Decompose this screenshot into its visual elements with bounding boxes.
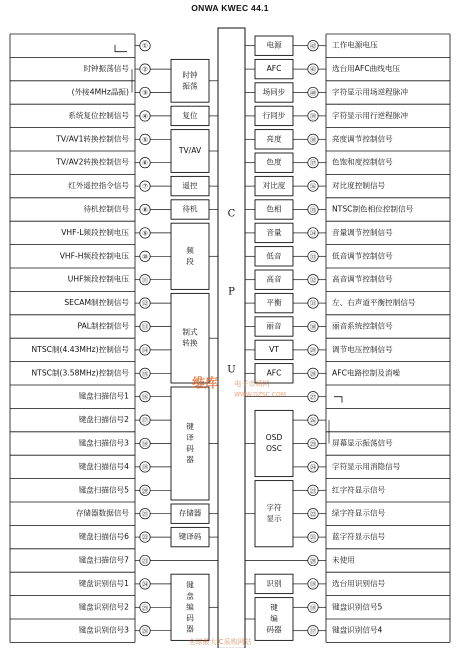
left-pin-number: ③ xyxy=(142,89,148,97)
left-pin-number: ⑪ xyxy=(141,276,149,285)
remote-block-label: 遥控 xyxy=(182,181,198,191)
key-encoder-block-label: 器 xyxy=(186,624,194,634)
left-pin-label: 键盘扫描信号3 xyxy=(78,438,129,448)
cpu-letter: U xyxy=(227,364,236,376)
right-pin-number: ㉕ xyxy=(309,440,317,448)
key-decoder-block-label: 译 xyxy=(186,433,194,442)
left-pin-label: 键盘识别信号2 xyxy=(78,602,129,612)
key-decoder-block-label: 码 xyxy=(186,444,194,453)
cpu-body xyxy=(218,28,245,648)
left-pin-label: TV/AV1转换控制信号 xyxy=(56,134,129,144)
left-pin-number: ⑫ xyxy=(141,299,149,308)
left-pin-number: ㉔ xyxy=(141,580,149,589)
right-pin-number: ㊲ xyxy=(309,159,317,168)
left-pin-label: SECAM制控制信号 xyxy=(64,298,129,308)
right-pin-label: 键盘识别信号5 xyxy=(332,602,383,612)
watermark-brand: 维库 xyxy=(191,376,219,392)
identify-block-label: 识别 xyxy=(266,578,282,588)
left-pin-label: PAL制控制信号 xyxy=(77,321,129,331)
right-pin-label: 字符显示用消隐信号 xyxy=(332,461,401,471)
left-pin-number: ② xyxy=(142,65,148,74)
hsync-block-label: 行同步 xyxy=(262,110,286,120)
left-pin-number: ⑰ xyxy=(141,416,149,425)
right-pin-label: 左、右声道平衡控制信号 xyxy=(332,298,416,308)
left-pin-number: ⑧ xyxy=(142,206,148,214)
key-encoder-block-label: 码 xyxy=(186,613,194,623)
left-pin-number: ⑲ xyxy=(141,463,149,472)
right-pin-number: ㉝ xyxy=(309,252,317,261)
right-pin-label: 选台用识别信号 xyxy=(332,578,386,588)
left-pin-label: 系统复位控制信号 xyxy=(68,110,129,120)
right-pin-number: ㊷ xyxy=(309,42,317,51)
left-pin-label: TV/AV2转换控制信号 xyxy=(56,157,129,167)
brightness-block-label: 亮度 xyxy=(266,134,282,144)
tvav-block-label: TV/AV xyxy=(178,146,202,155)
left-pin-label: NTSC制(4.43MHz)控制信号 xyxy=(31,344,129,354)
watermark-suffix: 电子市场网 xyxy=(234,380,270,388)
left-pin-label: 键盘扫描信号7 xyxy=(78,555,129,565)
cpu-core xyxy=(218,28,245,648)
left-pin-label: 键盘扫描信号2 xyxy=(78,415,129,425)
right-pin-number: ㉞ xyxy=(309,229,317,238)
left-pin-number: ⑥ xyxy=(142,159,148,168)
osd-block-label: OSC xyxy=(265,444,283,453)
left-pin-label: VHF-H频段控制电压 xyxy=(59,251,129,261)
power-block-label: 电源 xyxy=(266,40,282,50)
right-pin-number: ㉟ xyxy=(309,206,317,214)
vt-block-label: VT xyxy=(269,344,279,354)
left-pin-label: 时钟振荡信号 xyxy=(83,64,129,74)
right-pin-label: 未使用 xyxy=(332,555,355,565)
left-pin-number: ⑯ xyxy=(141,393,149,402)
right-pin-number: ㉑ xyxy=(309,533,317,542)
key-decoder-block-label: 器 xyxy=(186,455,194,464)
left-pin-label: 键盘扫描信号6 xyxy=(78,532,129,542)
char-display-block-label: 显示 xyxy=(266,514,282,524)
hue-block-label: 色相 xyxy=(266,204,282,214)
right-pin-number: ㉔ xyxy=(309,463,317,472)
right-pin-label: 对比度控制信号 xyxy=(332,181,386,191)
left-pin-number: ⑮ xyxy=(141,369,149,378)
key-encoder-right-block-label: 码器 xyxy=(266,625,282,634)
left-pin-number: ⑤ xyxy=(142,135,148,144)
right-pin-number: ㉓ xyxy=(309,486,317,495)
diagram-title: ONWA KWEC 44.1 xyxy=(191,3,269,13)
right-pin-label: 绿字符显示信号 xyxy=(332,508,386,518)
left-pin-number: ㉑ xyxy=(141,510,149,519)
right-pin-number: ⑳ xyxy=(309,557,317,565)
right-pin-number: ㉚ xyxy=(309,323,317,331)
left-pin-number: ㉓ xyxy=(141,557,149,565)
contrast-block-label: 对比度 xyxy=(262,181,286,191)
right-pin-label: 音量调节控制信号 xyxy=(332,227,393,237)
left-pin-number: ⑳ xyxy=(141,486,149,495)
right-pin-label: 选台用AFC曲线电压 xyxy=(332,64,401,74)
left-pin-label: 键盘识别信号3 xyxy=(78,625,129,635)
key-encoder-right-block-label: 编 xyxy=(270,614,278,623)
right-pin-label: NTSC制色相位控制信号 xyxy=(332,204,414,214)
key-decode-block-label: 键译码 xyxy=(178,532,202,542)
left-pin-number: ⑭ xyxy=(141,346,149,355)
right-pin-number: ⑱ xyxy=(309,603,317,612)
volume-block-label: 音量 xyxy=(266,227,282,237)
right-pin-number: ㉘ xyxy=(309,369,317,378)
reset-block-label: 复位 xyxy=(182,110,198,120)
left-pin-label: UHF频段控制电压 xyxy=(67,274,129,284)
watermark-tagline: 全球最大IC采购网站 xyxy=(188,638,252,646)
right-pin-number: ㉗ xyxy=(309,393,317,402)
left-pin-label: 键盘识别信号1 xyxy=(78,578,129,588)
standby-block-label: 待机 xyxy=(182,204,198,214)
left-pin-number: ㉕ xyxy=(141,603,149,612)
right-pin-number: ㉙ xyxy=(309,346,317,355)
left-pin-label: (外接4MHz晶振) xyxy=(71,87,129,97)
left-pin-number: ④ xyxy=(142,112,148,121)
watermark-url: WWW.DZSC.COM xyxy=(234,391,286,399)
right-pin-label: 字符显示用场逆程脉冲 xyxy=(332,87,408,97)
left-pin-number: ㉒ xyxy=(141,533,149,542)
afc-block-label: AFC xyxy=(266,64,282,74)
band-block-label: 频 xyxy=(186,245,194,255)
left-pin-label: NTSC制(3.58MHz)控制信号 xyxy=(31,368,129,378)
clock-block-label: 振荡 xyxy=(182,81,198,91)
right-pin-label: 屏幕显示振荡信号 xyxy=(332,438,393,448)
vsync-block-label: 场同步 xyxy=(262,87,286,97)
treble-block-label: 高音 xyxy=(266,274,282,284)
left-pin-label: 键盘扫描信号5 xyxy=(78,485,129,495)
nicam-block-label: 丽音 xyxy=(266,321,282,331)
right-pin-label: 丽音系统控制信号 xyxy=(332,321,393,331)
right-pin-label: 蓝字符显示信号 xyxy=(332,532,386,542)
right-pin-number: ㊴ xyxy=(309,112,317,121)
right-pin-label: 调节电压控制信号 xyxy=(332,344,393,354)
char-display-block-label: 字符 xyxy=(266,503,282,513)
left-pin-number: ⑱ xyxy=(141,440,149,448)
afc2-block-label: AFC xyxy=(266,368,282,378)
right-pin-number: ㉒ xyxy=(309,510,317,519)
right-pin-label: AFC电路控制及消噪 xyxy=(332,368,401,378)
bass-block-label: 低音 xyxy=(266,251,282,261)
right-pin-label: 工作电源电压 xyxy=(332,40,378,50)
right-pin-number: ㊳ xyxy=(309,135,317,144)
left-pin-number: ⑦ xyxy=(142,182,148,191)
right-pin-number: ㊶ xyxy=(309,65,317,74)
right-pin-number: ㉜ xyxy=(309,276,317,285)
memory-block-label: 存储器 xyxy=(178,508,202,518)
right-pin-label: 字符显示用行逆程脉冲 xyxy=(332,110,408,120)
balance-block-label: 平衡 xyxy=(266,298,282,308)
right-pin-number: ㊱ xyxy=(309,182,317,191)
system-switch-block-label: 制式 xyxy=(182,327,198,337)
band-block-label: 段 xyxy=(186,256,194,266)
right-pin-number: ㉖ xyxy=(309,416,317,425)
right-pin-label: 高音调节控制信号 xyxy=(332,274,393,284)
right-pin-number: ⑰ xyxy=(309,627,317,636)
key-encoder-block-label: 编 xyxy=(186,602,194,612)
right-pin-label: 低音调节控制信号 xyxy=(332,251,393,261)
right-pin-label: 亮度调节控制信号 xyxy=(332,134,393,144)
osd-block-label: OSD xyxy=(265,433,283,442)
right-pin-number: ⑲ xyxy=(309,580,317,589)
left-pin-label: 存储器数据信号 xyxy=(75,508,129,518)
right-pin-label: 红字符显示信号 xyxy=(332,485,386,495)
key-encoder-right-block-label: 键 xyxy=(270,603,278,612)
color-block-label: 色度 xyxy=(266,157,282,167)
left-pin-label: 键盘扫描信号1 xyxy=(78,391,129,401)
cpu-letter: P xyxy=(228,286,235,298)
left-pin-label: 键盘扫描信号4 xyxy=(78,461,129,471)
left-pin-number: ① xyxy=(142,42,148,51)
left-pin-label: 待机控制信号 xyxy=(83,204,129,214)
key-encoder-block-label: 盘 xyxy=(186,591,194,601)
cpu-letter: C xyxy=(227,208,236,220)
left-pin-number: ⑩ xyxy=(142,252,148,261)
left-pin-label: 红外遥控指令信号 xyxy=(68,181,129,191)
right-pin-label: 色饱和度控制信号 xyxy=(332,157,393,167)
key-decoder-block-label: 键 xyxy=(186,422,194,431)
right-pin-number: ㉛ xyxy=(309,299,317,308)
left-pin-number: ㉖ xyxy=(141,627,149,636)
left-pin-number: ⑨ xyxy=(142,229,148,238)
left-pin-label: VHF-L频段控制电压 xyxy=(61,227,129,237)
right-pin-label: 键盘识别信号4 xyxy=(332,625,383,635)
system-switch-block-label: 转换 xyxy=(182,338,198,348)
left-pin-number: ⑬ xyxy=(141,323,149,331)
right-pin-number: ㊵ xyxy=(309,89,317,97)
clock-block-label: 时钟 xyxy=(182,70,198,80)
key-encoder-block-label: 键 xyxy=(186,580,194,590)
